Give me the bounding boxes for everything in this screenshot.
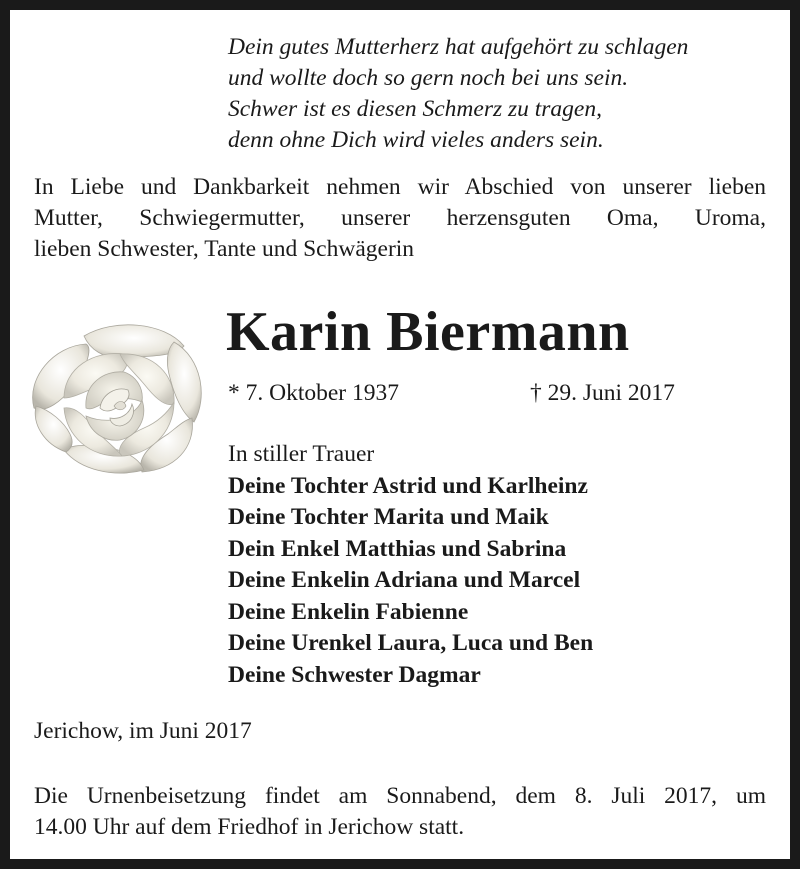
death-date: † 29. Juni 2017 bbox=[530, 380, 675, 406]
poem-line: und wollte doch so gern noch bei uns sein. bbox=[228, 65, 629, 91]
mourning-heading: In stiller Trauer bbox=[228, 441, 375, 467]
poem-line: denn ohne Dich wird vieles anders sein. bbox=[228, 127, 604, 153]
poem-line: Schwer ist es diesen Schmerz zu tragen, bbox=[228, 96, 602, 122]
intro-line: lieben Schwester, Tante und Schwägerin bbox=[34, 236, 415, 262]
mourner-line: Deine Tochter Astrid und Karlheinz bbox=[228, 472, 588, 499]
place-date: Jerichow, im Juni 2017 bbox=[34, 718, 252, 744]
mourners-list bbox=[228, 439, 593, 691]
mourner-line: Dein Enkel Matthias und Sabrina bbox=[228, 535, 567, 562]
mourner-line: Deine Urenkel Laura, Luca und Ben bbox=[228, 630, 594, 656]
poem-line: Dein gutes Mutterherz hat aufgehört zu schlagen bbox=[228, 34, 689, 60]
burial-notice bbox=[34, 781, 766, 843]
mourner-line: Deine Schwester Dagmar bbox=[228, 661, 481, 688]
mourner-line: Deine Enkelin Adriana und Marcel bbox=[228, 567, 581, 593]
poem bbox=[228, 32, 788, 156]
intro-text bbox=[34, 172, 766, 265]
burial-line: 14.00 Uhr auf dem Friedhof in Jerichow statt. bbox=[34, 814, 465, 840]
burial-line: Die Urnenbeisetzung findet am Sonnabend, dem 8. Juli 2017, um bbox=[34, 783, 766, 809]
intro-line: Mutter, Schwiegermutter, unserer herzensguten Oma, Uroma, bbox=[34, 205, 766, 231]
white-rose-image bbox=[24, 318, 208, 476]
mourner-line: Deine Tochter Marita und Maik bbox=[228, 504, 549, 530]
mourner-line: Deine Enkelin Fabienne bbox=[228, 598, 469, 625]
birth-date: * 7. Oktober 1937 bbox=[228, 380, 400, 406]
deceased-name: Karin Biermann bbox=[226, 301, 630, 363]
intro-line: In Liebe und Dankbarkeit nehmen wir Abschied von unserer lieben bbox=[34, 174, 766, 200]
